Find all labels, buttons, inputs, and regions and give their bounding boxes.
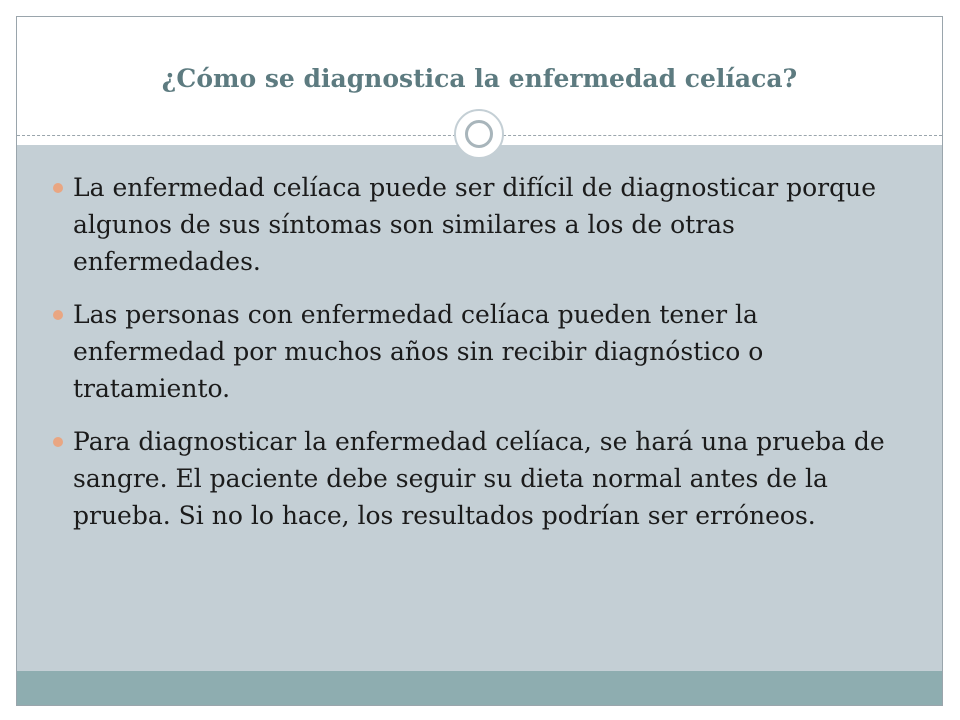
bullet-item [53, 169, 913, 280]
bullet-text: Las personas con enfermedad celíaca pueden tener la enfermedad por muchos años sin recibir diagnóstico o tratamiento. [73, 300, 764, 403]
divider-circle-icon [454, 109, 504, 159]
bullet-item [53, 296, 913, 407]
bullet-text: Para diagnosticar la enfermedad celíaca, se hará una prueba de sangre. El paciente debe seguir su dieta normal antes de la prueba. Si no lo hace, los resultados podrían ser erróneos. [73, 427, 885, 530]
bullet-item [53, 423, 913, 534]
bullet-dot-icon [53, 310, 63, 320]
divider-ring-icon [465, 120, 493, 148]
slide [16, 16, 943, 706]
bullet-dot-icon [53, 437, 63, 447]
bullet-text: La enfermedad celíaca puede ser difícil de diagnosticar porque algunos de sus síntomas son similares a los de otras enfermedades. [73, 173, 876, 276]
bullet-dot-icon [53, 183, 63, 193]
bullet-list [53, 169, 913, 550]
footer-bar [17, 671, 942, 705]
slide-title: ¿Cómo se diagnostica la enfermedad celíaca? [161, 63, 798, 93]
content-area [17, 145, 942, 671]
